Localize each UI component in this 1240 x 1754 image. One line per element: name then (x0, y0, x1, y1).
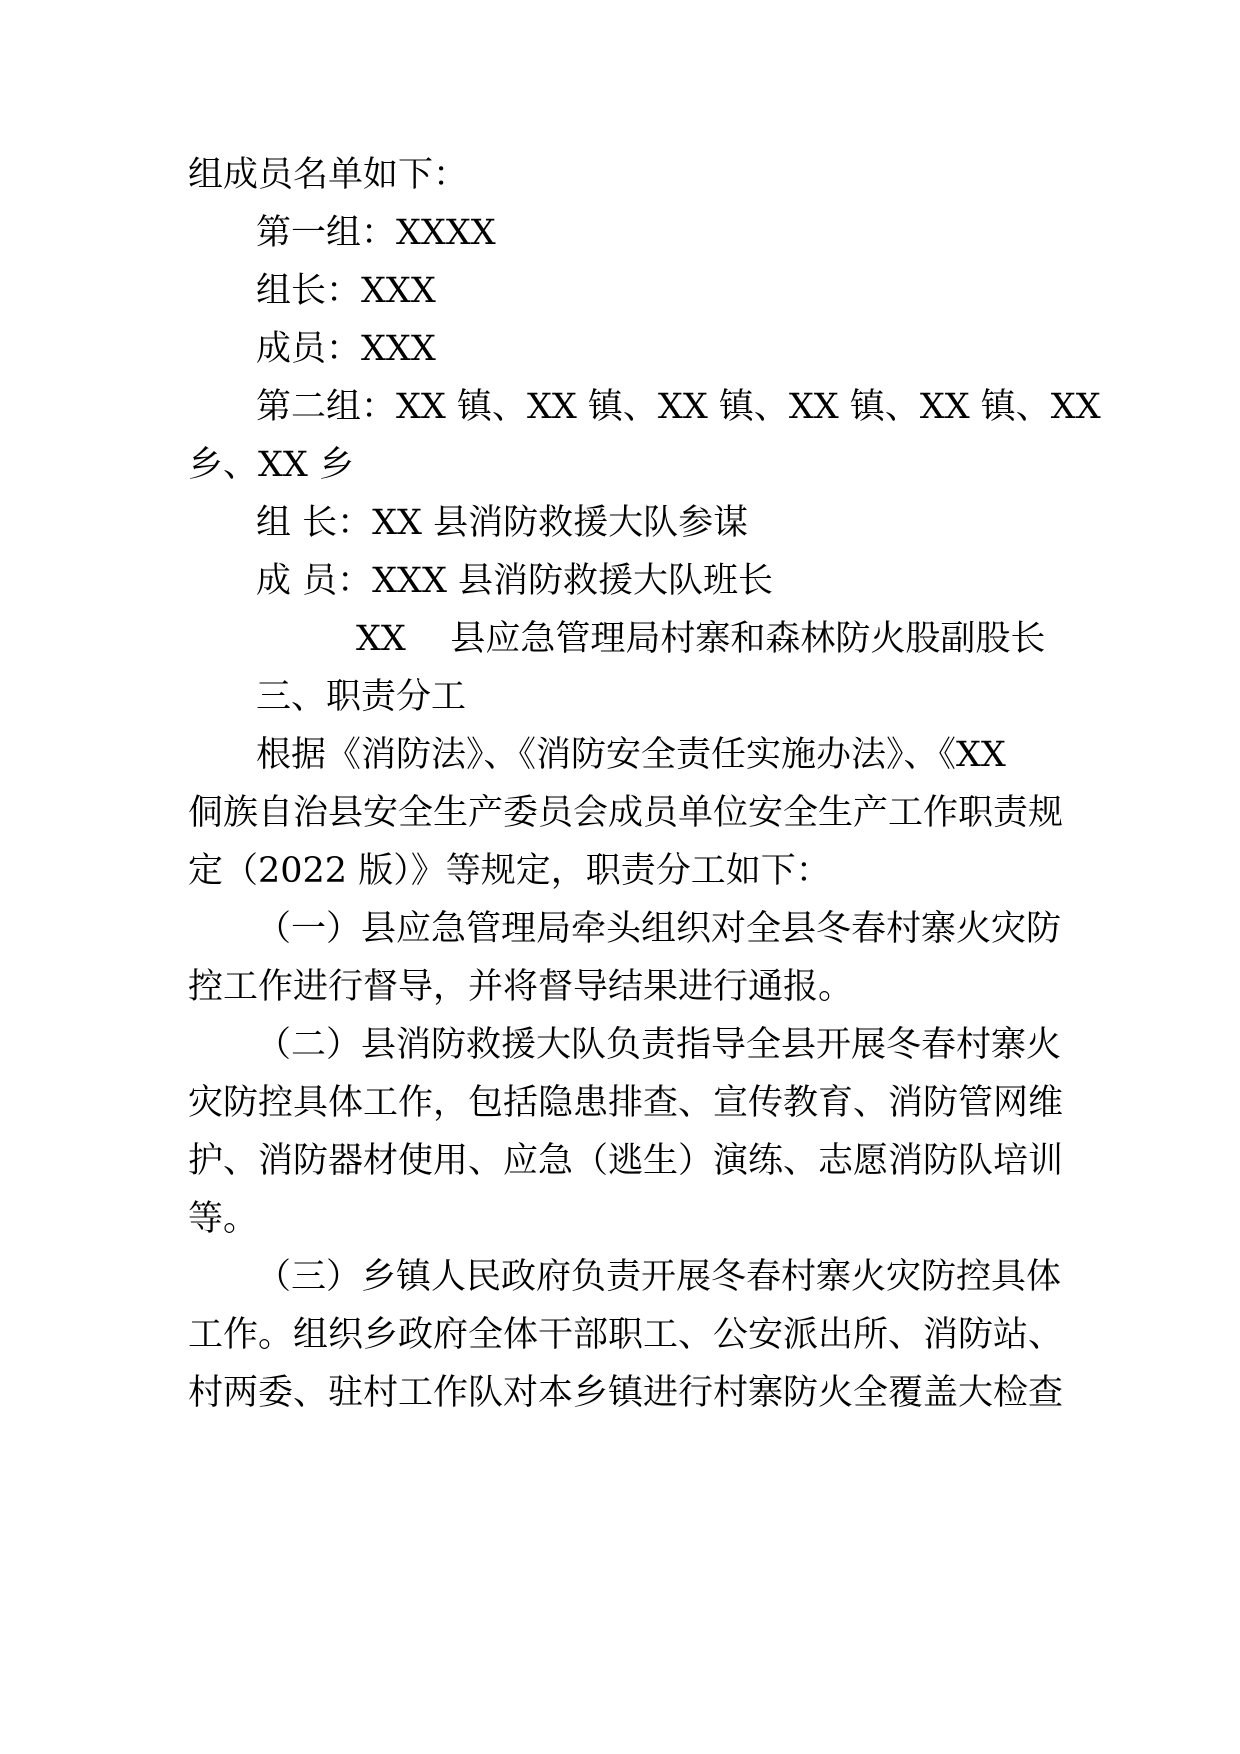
paragraph-line: 控工作进行督导，并将督导结果进行通报。 (188, 967, 854, 1007)
paragraph-line: 根据《消防法》、《消防安全责任实施办法》、《XX (256, 735, 1006, 775)
group-two-leader: 组 长：XX 县消防救援大队参谋 (256, 503, 749, 543)
section-heading: 三、职责分工 (256, 677, 467, 717)
paragraph-line: 等。 (188, 1199, 259, 1239)
group-two-member: 成 员：XXX 县消防救援大队班长 (256, 561, 774, 601)
paragraph-line: （二）县消防救援大队负责指导全县开展冬春村寨火 (256, 1025, 1062, 1065)
group-two-member: XX 县应急管理局村寨和森林防火股副股长 (356, 619, 1046, 659)
group-one-members: 成员：XXX (256, 329, 436, 369)
paragraph-line: 灾防控具体工作，包括隐患排查、宣传教育、消防管网维 (188, 1083, 1064, 1123)
group-one-title: 第一组：XXXX (256, 213, 496, 253)
paragraph-line: 定（2022 版）》等规定，职责分工如下： (188, 851, 831, 891)
paragraph-line: 护、消防器材使用、应急（逃生）演练、志愿消防队培训 (188, 1141, 1064, 1181)
paragraph-line: 组成员名单如下： (188, 155, 469, 195)
paragraph-line: （一）县应急管理局牵头组织对全县冬春村寨火灾防 (256, 909, 1062, 949)
group-two-title-continued: 乡、XX 乡 (188, 445, 354, 485)
paragraph-line: （三）乡镇人民政府负责开展冬春村寨火灾防控具体 (256, 1257, 1062, 1297)
paragraph-line: 村两委、驻村工作队对本乡镇进行村寨防火全覆盖大检查 (188, 1373, 1064, 1413)
paragraph-line: 侗族自治县安全生产委员会成员单位安全生产工作职责规 (188, 793, 1064, 833)
group-one-leader: 组长：XXX (256, 271, 436, 311)
paragraph-line: 工作。组织乡政府全体干部职工、公安派出所、消防站、 (188, 1315, 1064, 1355)
group-two-title: 第二组：XX 镇、XX 镇、XX 镇、XX 镇、XX 镇、XX (256, 387, 1101, 427)
